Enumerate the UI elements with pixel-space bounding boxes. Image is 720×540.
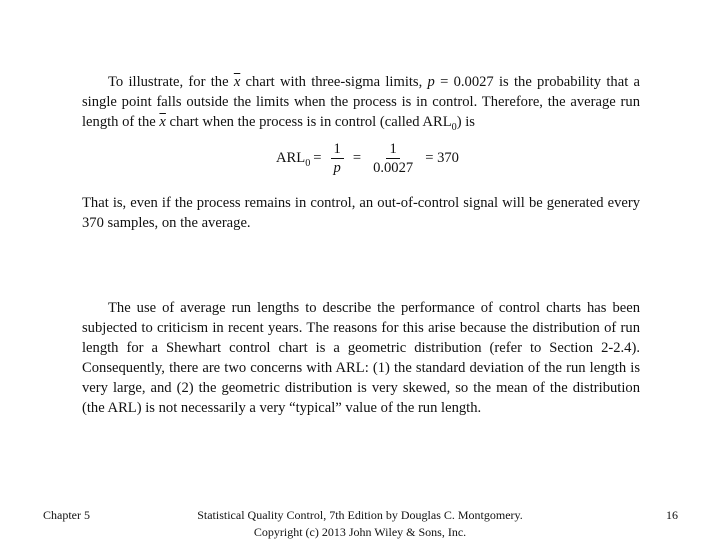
numerator: 1: [331, 140, 344, 159]
footer-chapter: Chapter 5: [43, 508, 90, 522]
text-segment: chart with three-sigma limits,: [240, 74, 428, 90]
paragraph-arl-definition: [82, 72, 640, 132]
paragraph-interpretation: That is, even if the process remains in control, an out-of-control signal will be generated every 370 samples, on the average.: [82, 195, 640, 231]
xbar-symbol: $\overline{x}$: [233, 74, 241, 90]
arl-equation: [276, 133, 462, 183]
numerator: 1: [386, 140, 399, 159]
p-symbol: p: [427, 74, 435, 90]
text-segment: To illustrate, for the: [108, 74, 234, 90]
equation-lhs: [276, 150, 310, 167]
footer-citation-line1: Statistical Quality Control, 7th Edition by Douglas C. Montgomery.: [197, 508, 523, 522]
footer-page-number: 16: [666, 508, 678, 522]
text-segment: = 0.0027 is the probability that a single point falls outside the limits when the process is in control. Therefore, the average run length of the: [82, 74, 640, 130]
denominator: 0.0027: [373, 159, 414, 176]
footer-citation: [160, 507, 560, 540]
text-segment: chart when the process is in control (called ARL: [165, 114, 452, 130]
equals-sign: =: [313, 149, 322, 166]
xbar-symbol: $\overline{x}$: [159, 114, 166, 130]
fraction-1-over-value: [370, 140, 416, 177]
fraction-1-over-p: [331, 140, 344, 177]
paragraph-criticism: The use of average run lengths to describe the performance of control charts has been subjected to criticism in recent years. The reasons for this arise because the distribution of run length for a Shewhart control chart is a geometric distribution (refer to Section 2-2.4). Consequently, there are two concerns with ARL: (1) the standard deviation of the run length is very large, and (2) the geometric distribution is very skewed, so the mean of the distribution (the ARL) is not necessarily a very “typical” value of the run length.: [82, 300, 640, 416]
equation-result: = 370: [425, 149, 459, 166]
denominator: p: [333, 159, 341, 176]
footer-citation-line2: Copyright (c) 2013 John Wiley & Sons, Inc.: [253, 525, 467, 539]
subscript: 0: [305, 157, 311, 169]
text-segment: ) is: [456, 114, 475, 130]
subscript: 0: [451, 121, 457, 133]
equals-sign: =: [352, 149, 362, 166]
arl-label: ARL: [276, 149, 306, 166]
